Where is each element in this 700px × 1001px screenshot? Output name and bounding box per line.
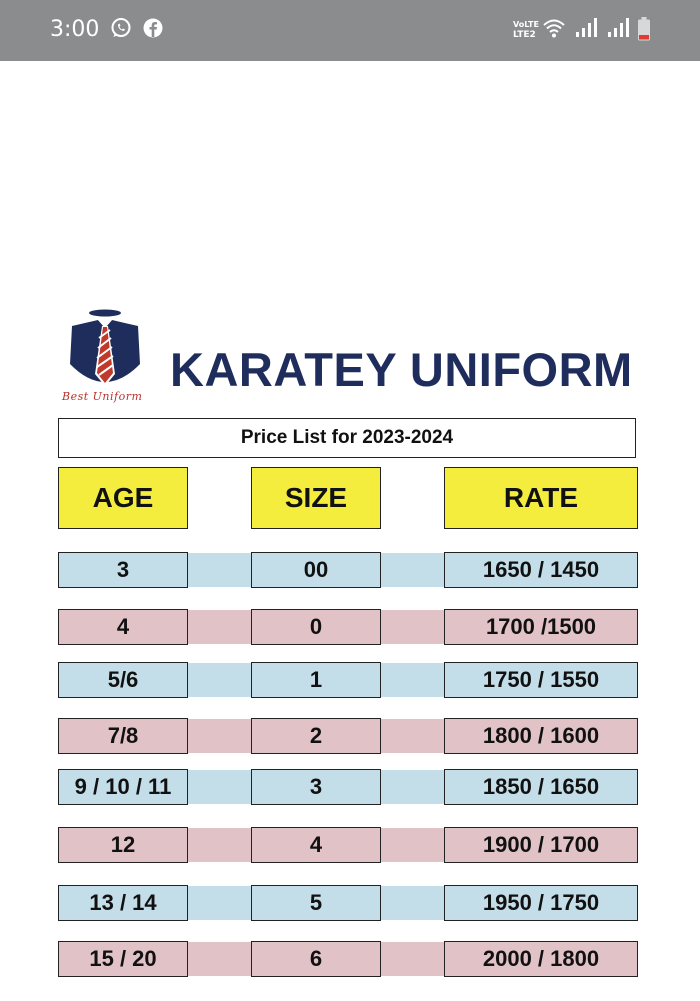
brand-signature: Best Uniform bbox=[62, 390, 143, 403]
volte-indicator: VoLTE LTE2 bbox=[513, 20, 539, 40]
whatsapp-icon bbox=[110, 17, 132, 39]
table-row bbox=[58, 827, 638, 863]
age-cell: 4 bbox=[58, 609, 188, 645]
rate-cell: 1750 / 1550 bbox=[444, 662, 638, 698]
rate-cell: 1700 /1500 bbox=[444, 609, 638, 645]
price-list-caption: Price List for 2023-2024 bbox=[58, 418, 636, 458]
age-cell: 3 bbox=[58, 552, 188, 588]
age-cell: 12 bbox=[58, 827, 188, 863]
rate-cell: 1900 / 1700 bbox=[444, 827, 638, 863]
table-row bbox=[58, 941, 638, 977]
rate-cell: 1800 / 1600 bbox=[444, 718, 638, 754]
status-time: 3:00 bbox=[50, 17, 100, 42]
size-cell: 3 bbox=[251, 769, 381, 805]
size-cell: 4 bbox=[251, 827, 381, 863]
table-row bbox=[58, 662, 638, 698]
signal-strength-icon bbox=[607, 17, 629, 39]
table-row bbox=[58, 552, 638, 588]
battery-icon bbox=[637, 17, 651, 41]
page-title: KARATEY UNIFORM bbox=[170, 343, 633, 396]
rate-cell: 1850 / 1650 bbox=[444, 769, 638, 805]
size-cell: 00 bbox=[251, 552, 381, 588]
age-cell: 7/8 bbox=[58, 718, 188, 754]
age-cell: 9 / 10 / 11 bbox=[58, 769, 188, 805]
table-row bbox=[58, 609, 638, 645]
size-cell: 6 bbox=[251, 941, 381, 977]
column-header-size: SIZE bbox=[251, 467, 381, 529]
rate-cell: 2000 / 1800 bbox=[444, 941, 638, 977]
status-bar bbox=[0, 0, 700, 61]
table-row bbox=[58, 885, 638, 921]
rate-cell: 1950 / 1750 bbox=[444, 885, 638, 921]
column-header-age: AGE bbox=[58, 467, 188, 529]
facebook-icon bbox=[142, 17, 164, 39]
rate-cell: 1650 / 1450 bbox=[444, 552, 638, 588]
signal-strength-icon bbox=[575, 17, 597, 39]
table-row bbox=[58, 718, 638, 754]
wifi-icon bbox=[542, 17, 566, 39]
size-cell: 2 bbox=[251, 718, 381, 754]
size-cell: 0 bbox=[251, 609, 381, 645]
table-row bbox=[58, 769, 638, 805]
column-header-rate: RATE bbox=[444, 467, 638, 529]
size-cell: 5 bbox=[251, 885, 381, 921]
age-cell: 15 / 20 bbox=[58, 941, 188, 977]
size-cell: 1 bbox=[251, 662, 381, 698]
age-cell: 13 / 14 bbox=[58, 885, 188, 921]
age-cell: 5/6 bbox=[58, 662, 188, 698]
